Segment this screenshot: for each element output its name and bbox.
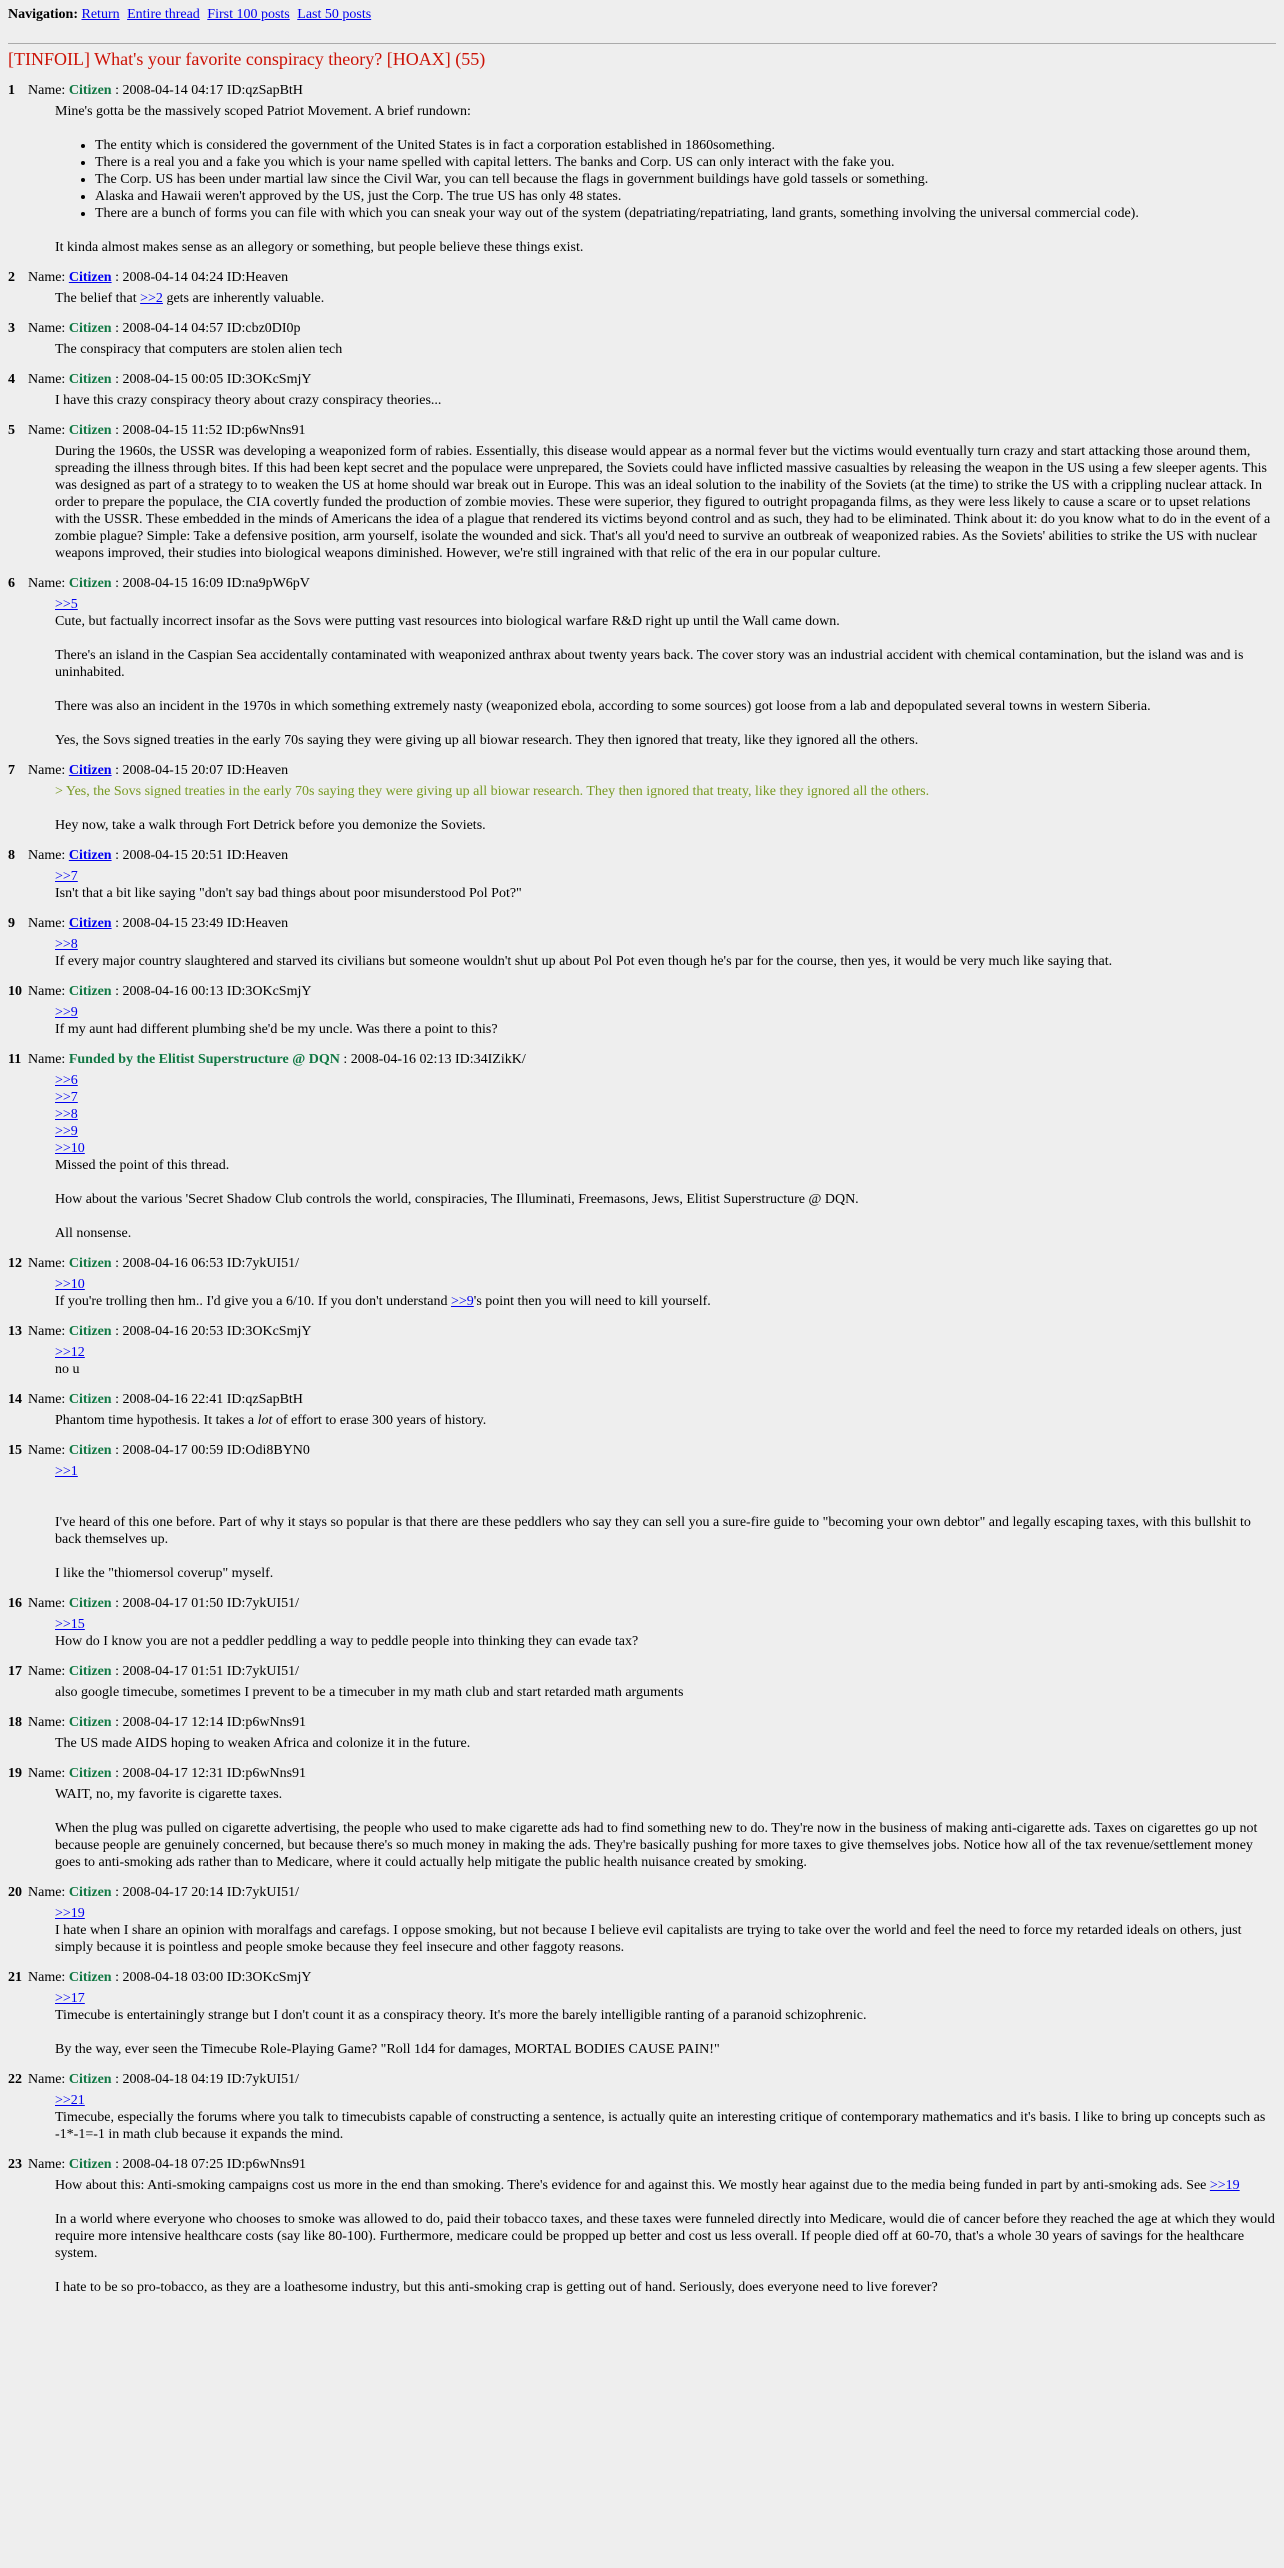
reply-link[interactable]: >>15 — [55, 1617, 85, 1632]
post-paragraph: also google timecube, sometimes I prevent to be a timecuber in my math club and start retarded math arguments — [55, 1685, 684, 1700]
post-meta: : 2008-04-17 01:51 ID:7ykUI51/ — [111, 1664, 300, 1679]
reply-link[interactable]: >>9 — [451, 1294, 474, 1309]
post-paragraph: During the 1960s, the USSR was developing a weaponized form of rabies. Essentially, this disease would appear as a normal fever but the victims would eventually turn crazy and start attacking those around them, spreading the illness through bites. If this had been kept secret and the populace were unprepared, the Soviets could have inflicted massive casualties by releasing the weapon in the US using a few sleeper agents. This was designed as part of a strategy to to weaken the US at home should war break out in Europe. This was an ideal solution to the inability of the Soviets (at the time) to strike the US with a crippling nuclear attack. In order to prepare the populace, the CIA covertly funded the production of zombie movies. These were superior, they figured to outright propaganda films, as they were less likely to cause a scare or to upset relations with the USSR. These embedded in the minds of Americans the idea of a plague that rendered its victims beyond control and as such, they had to be eliminated. Think about it: do you know what to do in the event of a zombie plague? Simple: Take a defensive position, arm yourself, isolate the wounded and sick. That's all you'd need to survive an outbreak of weaponized rabies. As the Soviets' abilities to strike the US with nuclear weapons improved, their studies into biological weapons diminished. However, we're still ingrained with that relic of the era in our popular culture. — [55, 444, 1271, 561]
post-number[interactable]: 2 — [8, 270, 15, 285]
reply-link[interactable]: >>21 — [55, 2093, 85, 2108]
reply-link[interactable]: >>10 — [55, 1277, 85, 1292]
post-body — [55, 1276, 1276, 1310]
post-meta: : 2008-04-15 20:51 ID:Heaven — [111, 848, 289, 863]
name-label: Name: — [28, 1766, 69, 1781]
post-meta: : 2008-04-18 03:00 ID:3OKcSmjY — [111, 1970, 312, 1985]
post — [8, 1714, 1276, 1752]
post-meta: : 2008-04-17 20:14 ID:7ykUI51/ — [111, 1885, 300, 1900]
reply-link[interactable]: >>7 — [55, 869, 78, 884]
poster-name: Citizen — [68, 984, 112, 999]
post-paragraph — [55, 2177, 1276, 2194]
post-paragraph: WAIT, no, my favorite is cigarette taxes. — [55, 1787, 283, 1802]
post-number[interactable]: 16 — [8, 1596, 22, 1611]
post — [8, 1595, 1276, 1650]
name-label: Name: — [28, 984, 69, 999]
post-body — [55, 1990, 1276, 2058]
nav-link-first-100-posts[interactable]: First 100 posts — [207, 7, 290, 22]
post-number[interactable]: 22 — [8, 2072, 22, 2087]
poster-name: Citizen — [68, 423, 112, 438]
post-body — [55, 2092, 1276, 2143]
post — [8, 82, 1276, 256]
nav-link-return[interactable]: Return — [81, 7, 120, 22]
header-divider — [8, 43, 1276, 44]
post — [8, 1442, 1276, 1582]
post-body — [55, 443, 1276, 562]
post — [8, 762, 1276, 834]
post-meta: : 2008-04-16 00:13 ID:3OKcSmjY — [111, 984, 312, 999]
reply-link[interactable]: >>5 — [55, 597, 78, 612]
post-paragraph: There was also an incident in the 1970s in which something extremely nasty (weaponized ebola, according to some sources) got loose from a lab and depopulated several towns in western Siberia. — [55, 699, 1151, 714]
post-body — [55, 1684, 1276, 1701]
poster-name: Citizen — [68, 576, 112, 591]
name-label: Name: — [28, 1256, 69, 1271]
reply-link[interactable]: >>2 — [140, 291, 163, 306]
post-number[interactable]: 1 — [8, 83, 15, 98]
name-label: Name: — [28, 2157, 69, 2172]
post-header — [8, 269, 1276, 286]
post-meta: : 2008-04-15 00:05 ID:3OKcSmjY — [111, 372, 312, 387]
name-label: Name: — [28, 916, 69, 931]
poster-name: Citizen — [68, 83, 112, 98]
post-meta: : 2008-04-14 04:17 ID:qzSapBtH — [111, 83, 303, 98]
post-body — [55, 1616, 1276, 1650]
text-segment: How about this: Anti-smoking campaigns cost us more in the end than smoking. There's evidence for and against this. We mostly hear against due to the media being funded in part by anti-smoking ads. See — [55, 2178, 1210, 2193]
list-item: • There are a bunch of forms you can file with which you can sneak your way out of the system (depatriating/repatriating, land grants, something involving the universal commercial code). — [95, 205, 1276, 222]
name-label: Name: — [28, 270, 69, 285]
post — [8, 1391, 1276, 1429]
poster-name: Citizen — [68, 1256, 112, 1271]
reply-link[interactable]: >>17 — [55, 1991, 85, 2006]
text-segment: of effort to erase 300 years of history. — [272, 1413, 487, 1428]
post-meta: : 2008-04-14 04:57 ID:cbz0DI0p — [111, 321, 301, 336]
post — [8, 2071, 1276, 2143]
post-body — [55, 1072, 1276, 1242]
post — [8, 2156, 1276, 2296]
post-header — [8, 1391, 1276, 1408]
post-number[interactable]: 8 — [8, 848, 15, 863]
post-paragraph — [55, 290, 1276, 307]
post-paragraph: I like the "thiomersol coverup" myself. — [55, 1566, 274, 1581]
post-number[interactable]: 5 — [8, 423, 15, 438]
reply-link[interactable]: >>7 — [55, 1090, 78, 1105]
text-segment: The belief that — [55, 291, 141, 306]
list-item: • The entity which is considered the government of the United States is in fact a corporation established in 1860something. — [95, 137, 1276, 154]
post-number[interactable]: 23 — [8, 2157, 22, 2172]
post-header — [8, 1442, 1276, 1459]
post-header — [8, 983, 1276, 1000]
post-body — [55, 103, 1276, 256]
post-header — [8, 1595, 1276, 1612]
name-label: Name: — [28, 1664, 69, 1679]
post-header — [8, 1255, 1276, 1272]
post-meta: : 2008-04-16 22:41 ID:qzSapBtH — [111, 1392, 303, 1407]
post-meta: : 2008-04-16 02:13 ID:34IZikK/ — [339, 1052, 526, 1067]
text-segment: gets are inherently valuable. — [162, 291, 325, 306]
post-number[interactable]: 7 — [8, 763, 15, 778]
post-paragraph: I have this crazy conspiracy theory about crazy conspiracy theories... — [55, 393, 442, 408]
quoted-text: > Yes, the Sovs signed treaties in the early 70s saying they were giving up all biowar research. They then ignored that treaty, like they ignored all the others. — [55, 784, 930, 799]
name-label: Name: — [28, 1885, 69, 1900]
list-item: • There is a real you and a fake you which is your name spelled with capital letters. The banks and Corp. US can only interact with the fake you. — [95, 154, 1276, 171]
post-body — [55, 1463, 1276, 1582]
post-body — [55, 1786, 1276, 1871]
post-number[interactable]: 14 — [8, 1392, 22, 1407]
post-number[interactable]: 11 — [8, 1052, 22, 1067]
post-paragraph: Cute, but factually incorrect insofar as the Sovs were putting vast resources into biological warfare R&D right up until the Wall came down. — [55, 614, 840, 629]
post-paragraph: If my aunt had different plumbing she'd be my uncle. Was there a point to this? — [55, 1022, 498, 1037]
list-item: • Alaska and Hawaii weren't approved by the US, just the Corp. The true US has only 48 states. — [95, 188, 1276, 205]
poster-name: Citizen — [68, 1766, 112, 1781]
post-header — [8, 1765, 1276, 1782]
navigation-label: Navigation: — [8, 7, 78, 22]
post — [8, 1323, 1276, 1378]
post-paragraph: In a world where everyone who chooses to smoke was allowed to do, paid their tobacco taxes, and these taxes were funneled directly into Medicare, would die of cancer before they reached the age at which they would require more intensive healthcare costs (say like 80-100). Furthermore, medicare could be propped up better and cost us less overall. If people died off at 60-70, that's a whole 30 years of savings for the healthcare system. — [55, 2212, 1275, 2261]
name-label: Name: — [28, 1715, 69, 1730]
post-paragraph: How about the various 'Secret Shadow Club controls the world, conspiracies, The Illuminati, Freemasons, Jews, Elitist Superstructure @ DQN. — [55, 1192, 859, 1207]
emphasis-text: lot — [257, 1413, 273, 1428]
post-paragraph: There's an island in the Caspian Sea accidentally contaminated with weaponized anthrax about twenty years back. The cover story was an industrial accident with chemical contamination, but the island was and is uninhabited. — [55, 648, 1244, 680]
post-body — [55, 936, 1276, 970]
name-label: Name: — [28, 576, 69, 591]
post-meta: : 2008-04-18 07:25 ID:p6wNns91 — [111, 2157, 307, 2172]
post-body — [55, 290, 1276, 307]
reply-link[interactable]: >>8 — [55, 937, 78, 952]
post-header — [8, 847, 1276, 864]
post-body — [55, 1344, 1276, 1378]
post-meta: : 2008-04-14 04:24 ID:Heaven — [111, 270, 289, 285]
post-number[interactable]: 20 — [8, 1885, 22, 1900]
poster-name: Citizen — [68, 1596, 112, 1611]
post — [8, 422, 1276, 562]
name-label: Name: — [28, 1443, 69, 1458]
poster-name[interactable]: Citizen — [68, 916, 112, 931]
reply-link[interactable]: >>9 — [55, 1124, 78, 1139]
post — [8, 1884, 1276, 1956]
post-body — [55, 868, 1276, 902]
post — [8, 847, 1276, 902]
post-body — [55, 1735, 1276, 1752]
text-segment: Phantom time hypothesis. It takes a — [55, 1413, 258, 1428]
post-meta: : 2008-04-17 00:59 ID:Odi8BYN0 — [111, 1443, 310, 1458]
post-header — [8, 1323, 1276, 1340]
poster-name: Citizen — [68, 1324, 112, 1339]
reply-link[interactable]: >>10 — [55, 1141, 85, 1156]
post-header — [8, 371, 1276, 388]
post-body — [55, 1905, 1276, 1956]
post-header — [8, 915, 1276, 932]
post-paragraph — [55, 1412, 1276, 1429]
post-number[interactable]: 6 — [8, 576, 15, 591]
post-header — [8, 422, 1276, 439]
name-label: Name: — [28, 1970, 69, 1985]
post-meta: : 2008-04-15 16:09 ID:na9pW6pV — [111, 576, 310, 591]
name-label: Name: — [28, 1392, 69, 1407]
post-list — [8, 82, 1276, 2296]
reply-link[interactable]: >>8 — [55, 1107, 78, 1122]
post — [8, 915, 1276, 970]
name-label: Name: — [28, 1324, 69, 1339]
post-paragraph: Hey now, take a walk through Fort Detrick before you demonize the Soviets. — [55, 818, 486, 833]
post-meta: : 2008-04-17 12:14 ID:p6wNns91 — [111, 1715, 307, 1730]
post-paragraph: Timecube, especially the forums where you talk to timecubists capable of constructing a sentence, is actually quite an interesting critique of contemporary mathematics and it's basis. I like to bring up concepts such as -1*-1=-1 in math club because it expands the mind. — [55, 2110, 1266, 2142]
post-number[interactable]: 21 — [8, 1970, 22, 1985]
post-paragraph: Mine's gotta be the massively scoped Patriot Movement. A brief rundown: — [55, 104, 471, 119]
post-body — [55, 596, 1276, 749]
name-label: Name: — [28, 423, 69, 438]
post-header — [8, 1884, 1276, 1901]
post-paragraph: Isn't that a bit like saying "don't say bad things about poor misunderstood Pol Pot?" — [55, 886, 522, 901]
post-paragraph: All nonsense. — [55, 1226, 132, 1241]
poster-name: Citizen — [68, 2157, 112, 2172]
post-paragraph — [55, 1293, 1276, 1310]
list-item: • The Corp. US has been under martial law since the Civil War, you can tell because the flags in government buildings have gold tassels or something. — [95, 171, 1276, 188]
post-paragraph: The US made AIDS hoping to weaken Africa and colonize it in the future. — [55, 1736, 471, 1751]
post-body — [55, 1412, 1276, 1429]
poster-name: Citizen — [68, 1392, 112, 1407]
post-header — [8, 1714, 1276, 1731]
text-segment: If you're trolling then hm.. I'd give you a 6/10. If you don't understand — [55, 1294, 451, 1309]
name-label: Name: — [28, 1596, 69, 1611]
post-paragraph: The conspiracy that computers are stolen alien tech — [55, 342, 343, 357]
name-label: Name: — [28, 848, 69, 863]
post-paragraph: I hate when I share an opinion with moralfags and carefags. I oppose smoking, but not because I believe evil capitalists are trying to take over the world and feel the need to force my retarded ideals on others, just simply because it is pointless and people smoke because they feel insecure and other faggoty reasons. — [55, 1923, 1242, 1955]
post-body — [55, 1004, 1276, 1038]
post — [8, 575, 1276, 749]
name-label: Name: — [28, 372, 69, 387]
post-number[interactable]: 15 — [8, 1443, 22, 1458]
nav-link-last-50-posts[interactable]: Last 50 posts — [297, 7, 372, 22]
post-paragraph: Yes, the Sovs signed treaties in the early 70s saying they were giving up all biowar research. They then ignored that treaty, like they ignored all the others. — [55, 733, 919, 748]
post-meta: : 2008-04-15 20:07 ID:Heaven — [111, 763, 289, 778]
post-number[interactable]: 18 — [8, 1715, 22, 1730]
post-paragraph: How do I know you are not a peddler peddling a way to peddle people into thinking they can evade tax? — [55, 1634, 639, 1649]
poster-name: Citizen — [68, 372, 112, 387]
post-header — [8, 2071, 1276, 2088]
poster-name: Citizen — [68, 1443, 112, 1458]
poster-name[interactable]: Citizen — [68, 763, 112, 778]
nav-link-entire-thread[interactable]: Entire thread — [127, 7, 200, 22]
post-meta: : 2008-04-16 20:53 ID:3OKcSmjY — [111, 1324, 312, 1339]
poster-name: Citizen — [68, 1664, 112, 1679]
post-paragraph: If every major country slaughtered and starved its civilians but someone wouldn't shut up about Pol Pot even though he's par for the course, then yes, it would be very much like saying that. — [55, 954, 1113, 969]
post-body — [55, 341, 1276, 358]
poster-name: Citizen — [68, 2072, 112, 2087]
post-meta: : 2008-04-15 23:49 ID:Heaven — [111, 916, 289, 931]
post-header — [8, 320, 1276, 337]
bullet-list — [55, 137, 1276, 222]
post-number[interactable]: 17 — [8, 1664, 22, 1679]
post-header — [8, 575, 1276, 592]
poster-name[interactable]: Citizen — [68, 270, 112, 285]
poster-name: Citizen — [68, 321, 112, 336]
name-label: Name: — [28, 321, 69, 336]
reply-link[interactable]: >>19 — [1209, 2178, 1240, 2193]
poster-name: Citizen — [68, 1970, 112, 1985]
post-number[interactable]: 19 — [8, 1766, 22, 1781]
post-paragraph: By the way, ever seen the Timecube Role-Playing Game? "Roll 1d4 for damages, MORTAL BODIES CAUSE PAIN!" — [55, 2042, 720, 2057]
name-label: Name: — [28, 83, 69, 98]
post-header — [8, 2156, 1276, 2173]
reply-link[interactable]: >>6 — [55, 1073, 78, 1088]
post-number[interactable]: 12 — [8, 1256, 22, 1271]
post-body — [55, 783, 1276, 834]
poster-name[interactable]: Citizen — [68, 848, 112, 863]
post — [8, 1969, 1276, 2058]
post — [8, 1255, 1276, 1310]
post — [8, 1051, 1276, 1242]
post — [8, 1765, 1276, 1871]
name-label: Name: — [28, 763, 69, 778]
reply-link[interactable]: >>19 — [55, 1906, 85, 1921]
post-meta: : 2008-04-17 01:50 ID:7ykUI51/ — [111, 1596, 300, 1611]
reply-link[interactable]: >>9 — [55, 1005, 78, 1020]
post — [8, 371, 1276, 409]
post-meta: : 2008-04-16 06:53 ID:7ykUI51/ — [111, 1256, 300, 1271]
post-meta: : 2008-04-18 04:19 ID:7ykUI51/ — [111, 2072, 300, 2087]
navigation-bar — [8, 6, 1276, 23]
post — [8, 983, 1276, 1038]
poster-name: Funded by the Elitist Superstructure @ DQN — [68, 1052, 340, 1067]
post-header — [8, 762, 1276, 779]
post-paragraph: I've heard of this one before. Part of why it stays so popular is that there are these peddlers who say they can sell you a sure-fire guide to "becoming your own debtor" and legally escaping taxes, with this bullshit to back themselves up. — [55, 1515, 1251, 1547]
post — [8, 269, 1276, 307]
post-header — [8, 1969, 1276, 1986]
post-meta: : 2008-04-15 11:52 ID:p6wNns91 — [111, 423, 306, 438]
post-header — [8, 82, 1276, 99]
reply-link[interactable]: >>12 — [55, 1345, 85, 1360]
post-number[interactable]: 3 — [8, 321, 15, 336]
post-header — [8, 1663, 1276, 1680]
name-label: Name: — [28, 2072, 69, 2087]
post-paragraph: no u — [55, 1362, 80, 1377]
post — [8, 320, 1276, 358]
post-body — [55, 2177, 1276, 2296]
post — [8, 1663, 1276, 1701]
poster-name: Citizen — [68, 1885, 112, 1900]
name-label: Name: — [28, 1052, 69, 1067]
thread-title: [TINFOIL] What's your favorite conspiracy theory? [HOAX] (55) — [8, 49, 486, 69]
poster-name: Citizen — [68, 1715, 112, 1730]
post-paragraph: Missed the point of this thread. — [55, 1158, 230, 1173]
post-paragraph: It kinda almost makes sense as an allegory or something, but people believe these things exist. — [55, 240, 584, 255]
reply-link[interactable]: >>1 — [55, 1464, 78, 1479]
post-number[interactable]: 4 — [8, 372, 15, 387]
post-paragraph: I hate to be so pro-tobacco, as they are a loathesome industry, but this anti-smoking crap is getting out of hand. Seriously, does everyone need to live forever? — [55, 2280, 938, 2295]
text-segment: 's point then you will need to kill yourself. — [473, 1294, 711, 1309]
post-number[interactable]: 9 — [8, 916, 15, 931]
post-paragraph: When the plug was pulled on cigarette advertising, the people who used to make cigarette ads had to find something new to do. They're now in the business of making anti-cigarette ads. Taxes on cigarettes go up not because people are genuinely concerned, but because there's so much money in making the ads. They're basically pushing for more taxes to give themselves jobs. Notice how all of the tax revenue/settlement money goes to anti-smoking ads rather than to Medicare, where it could actually help mitigate the public health nuisance created by smoking. — [55, 1821, 1258, 1870]
post-paragraph: Timecube is entertainingly strange but I don't count it as a conspiracy theory. It's more the barely intelligible ranting of a paranoid schizophrenic. — [55, 2008, 867, 2023]
post-body — [55, 392, 1276, 409]
post-header — [8, 1051, 1276, 1068]
post-meta: : 2008-04-17 12:31 ID:p6wNns91 — [111, 1766, 307, 1781]
post-number[interactable]: 13 — [8, 1324, 22, 1339]
post-number[interactable]: 10 — [8, 984, 22, 999]
post-paragraph — [55, 1480, 1276, 1497]
